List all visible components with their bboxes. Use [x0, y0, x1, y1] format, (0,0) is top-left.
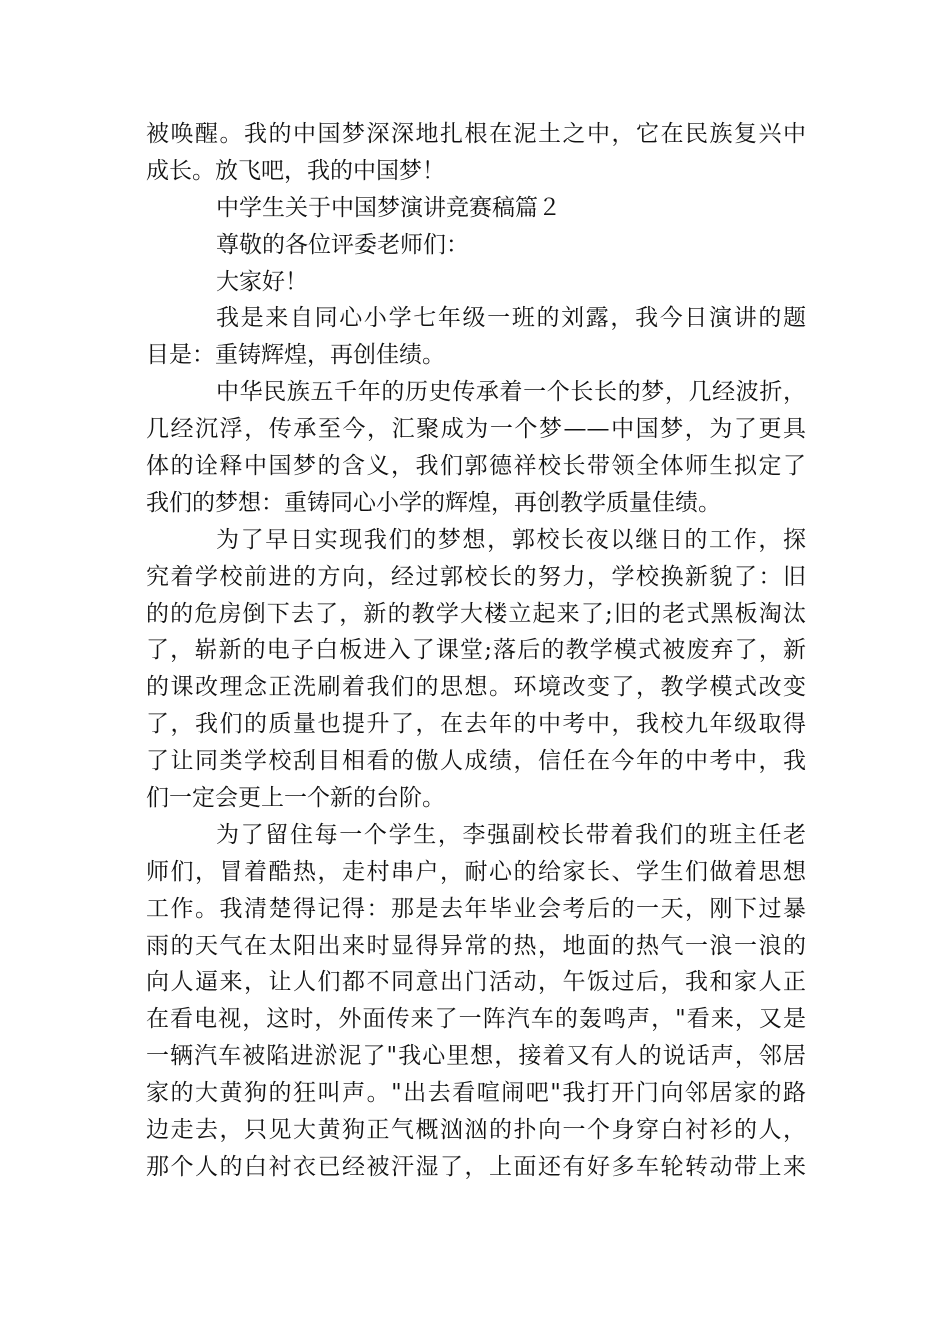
text-line: 被唤醒。我的中国梦深深地扎根在泥土之中，它在民族复兴中: [146, 121, 806, 147]
text-line: 一辆汽车被陷进淤泥了"我心里想，接着又有人的说话声，邻居: [146, 1043, 806, 1070]
paragraph-first-line: 为了留住每一个学生，李强副校长带着我们的班主任老: [216, 821, 806, 848]
text-line: 们一定会更上一个新的台阶。: [146, 785, 445, 812]
text-line: 成长。放飞吧，我的中国梦！: [146, 157, 445, 184]
paragraph-first-line: 我是来自同心小学七年级一班的刘露，我今日演讲的题: [216, 305, 806, 332]
text-line: 了，我们的质量也提升了，在去年的中考中，我校九年级取得: [146, 711, 806, 738]
text-line: 的课改理念正洗刷着我们的思想。环境改变了，教学模式改变: [146, 674, 806, 701]
text-line: 工作。我清楚得记得：那是去年毕业会考后的一天，刚下过暴: [146, 895, 806, 922]
paragraph-first-line: 大家好！: [216, 268, 308, 295]
text-line: 究着学校前进的方向，经过郭校长的努力，学校换新貌了：旧: [146, 563, 806, 590]
text-line: 师们，冒着酷热，走村串户，耐心的给家长、学生们做着思想: [146, 858, 806, 885]
text-line: 目是：重铸辉煌，再创佳绩。: [146, 342, 445, 369]
text-line: 几经沉浮，传承至今，汇聚成为一个梦——中国梦，为了更具: [146, 416, 806, 443]
text-line: 边走去，只见大黄狗正气概汹汹的扑向一个身穿白衬衫的人，: [146, 1117, 806, 1144]
text-line: 的的危房倒下去了，新的教学大楼立起来了;旧的老式黑板淘汰: [146, 600, 806, 627]
text-line: 我们的梦想：重铸同心小学的辉煌，再创教学质量佳绩。: [146, 489, 721, 516]
paragraph-first-line: 中学生关于中国梦演讲竞赛稿篇２: [216, 194, 561, 221]
text-line: 在看电视，这时，外面传来了一阵汽车的轰鸣声，"看来，又是: [146, 1006, 806, 1033]
text-line: 家的大黄狗的狂叫声。"出去看喧闹吧"我打开门向邻居家的路: [146, 1080, 806, 1107]
text-line: 那个人的白衬衣已经被汗湿了，上面还有好多车轮转动带上来: [146, 1153, 806, 1180]
text-line: 体的诠释中国梦的含义，我们郭德祥校长带领全体师生拟定了: [146, 453, 806, 480]
paragraph-first-line: 为了早日实现我们的梦想，郭校长夜以继日的工作，探: [216, 526, 806, 553]
text-line: 雨的天气在太阳出来时显得异常的热，地面的热气一浪一浪的: [146, 932, 806, 959]
text-line: 了，崭新的电子白板进入了课堂;落后的教学模式被废弃了，新: [146, 637, 806, 664]
text-line: 向人逼来，让人们都不同意出门活动，午饭过后，我和家人正: [146, 969, 806, 996]
document-page: [146, 116, 806, 1186]
text-line: 了让同类学校刮目相看的傲人成绩，信任在今年的中考中，我: [146, 748, 806, 775]
paragraph-first-line: 中华民族五千年的历史传承着一个长长的梦，几经波折，: [216, 379, 806, 406]
paragraph-first-line: 尊敬的各位评委老师们：: [216, 231, 469, 258]
